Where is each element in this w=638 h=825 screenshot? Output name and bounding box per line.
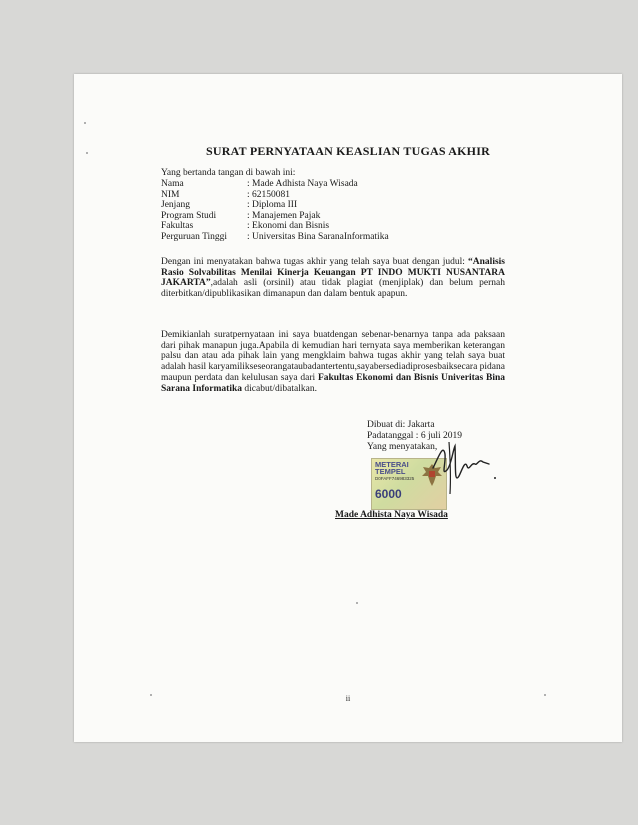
field-value: : Universitas Bina SaranaInformatika [247,231,389,242]
field-row-perguruan-tinggi [161,232,389,243]
paragraph-text: Demikianlah suratpernyataan ini saya buatdengan sebenar-benarnya tanpa ada paksaan dari pihak manapun juga.Apabila di kemudian hari ternyata saya memberikan keterangan palsu dan atau ada pihak lain yang mengklaim bahwa tugas akhir yang telah saya buat adalah hasil karyamilikseseorangataubadantertentu,sayabersediadiprosesbaiksecara pidana maupun perdata dan kelulusan saya dari [161,330,505,383]
field-row-name [161,179,389,190]
field-value: : Manajemen Pajak [247,210,321,221]
field-row-nim [161,190,389,201]
stamp-value: 6000 [375,487,402,501]
document-page [74,74,622,742]
field-value: : 62150081 [247,189,291,200]
page-number: ii [345,694,351,703]
signer-name: Made Adhista Naya Wisada [335,510,448,520]
stamp-label-line: METERAI [375,460,409,469]
field-label: Fakultas [161,221,194,232]
signing-statement: Yang menyatakan, [367,442,438,452]
thesis-title: “Analisis Rasio Solvabilitas Menilai Kinerja Keuangan PT INDO MUKTI NUSANTARA JAKARTA” [161,257,505,289]
field-label: NIM [161,189,180,200]
signing-date: Padatanggal : 6 juli 2019 [367,431,462,441]
field-row-fakultas [161,221,389,232]
declaration-paragraph [161,330,505,394]
identity-fields [161,179,389,243]
stamp-label-line: TEMPEL [375,467,406,476]
statement-paragraph [161,257,505,300]
field-label: Perguruan Tinggi [161,231,228,242]
field-label: Program Studi [161,210,217,221]
stamp-code: D0FAFF746983325 [375,476,415,481]
signing-place: Dibuat di: Jakarta [367,420,435,430]
paragraph-text: ,adalah asli (orsinil) atau tidak plagiat (menjiplak) dan belum pernah diterbitkan/dipublikasikan dimanapun dan dalam bentuk apapun. [161,278,505,300]
field-row-program-studi [161,211,389,222]
intro-line: Yang bertanda tangan di bawah ini: [161,168,296,178]
field-label: Nama [161,179,184,189]
field-value: : Made Adhista Naya Wisada [247,179,358,189]
scan-speck [356,602,358,604]
handwritten-signature [429,436,499,498]
field-label: Jenjang [161,200,191,211]
field-value: : Ekonomi dan Bisnis [247,221,330,232]
stamp-label [375,461,409,475]
paragraph-text: dicabut/dibatalkan. [242,383,317,394]
field-row-jenjang [161,200,389,211]
scan-speck [84,122,86,124]
faculty-name: Fakultas Ekonomi dan Bisnis Univeritas Bina Sarana Informatika [161,372,505,394]
document-title: SURAT PERNYATAAN KEASLIAN TUGAS AKHIR [206,144,490,158]
field-value: : Diploma III [247,200,298,211]
paragraph-text: Dengan ini menyatakan bahwa tugas akhir yang telah saya buat dengan judul: [161,257,469,267]
